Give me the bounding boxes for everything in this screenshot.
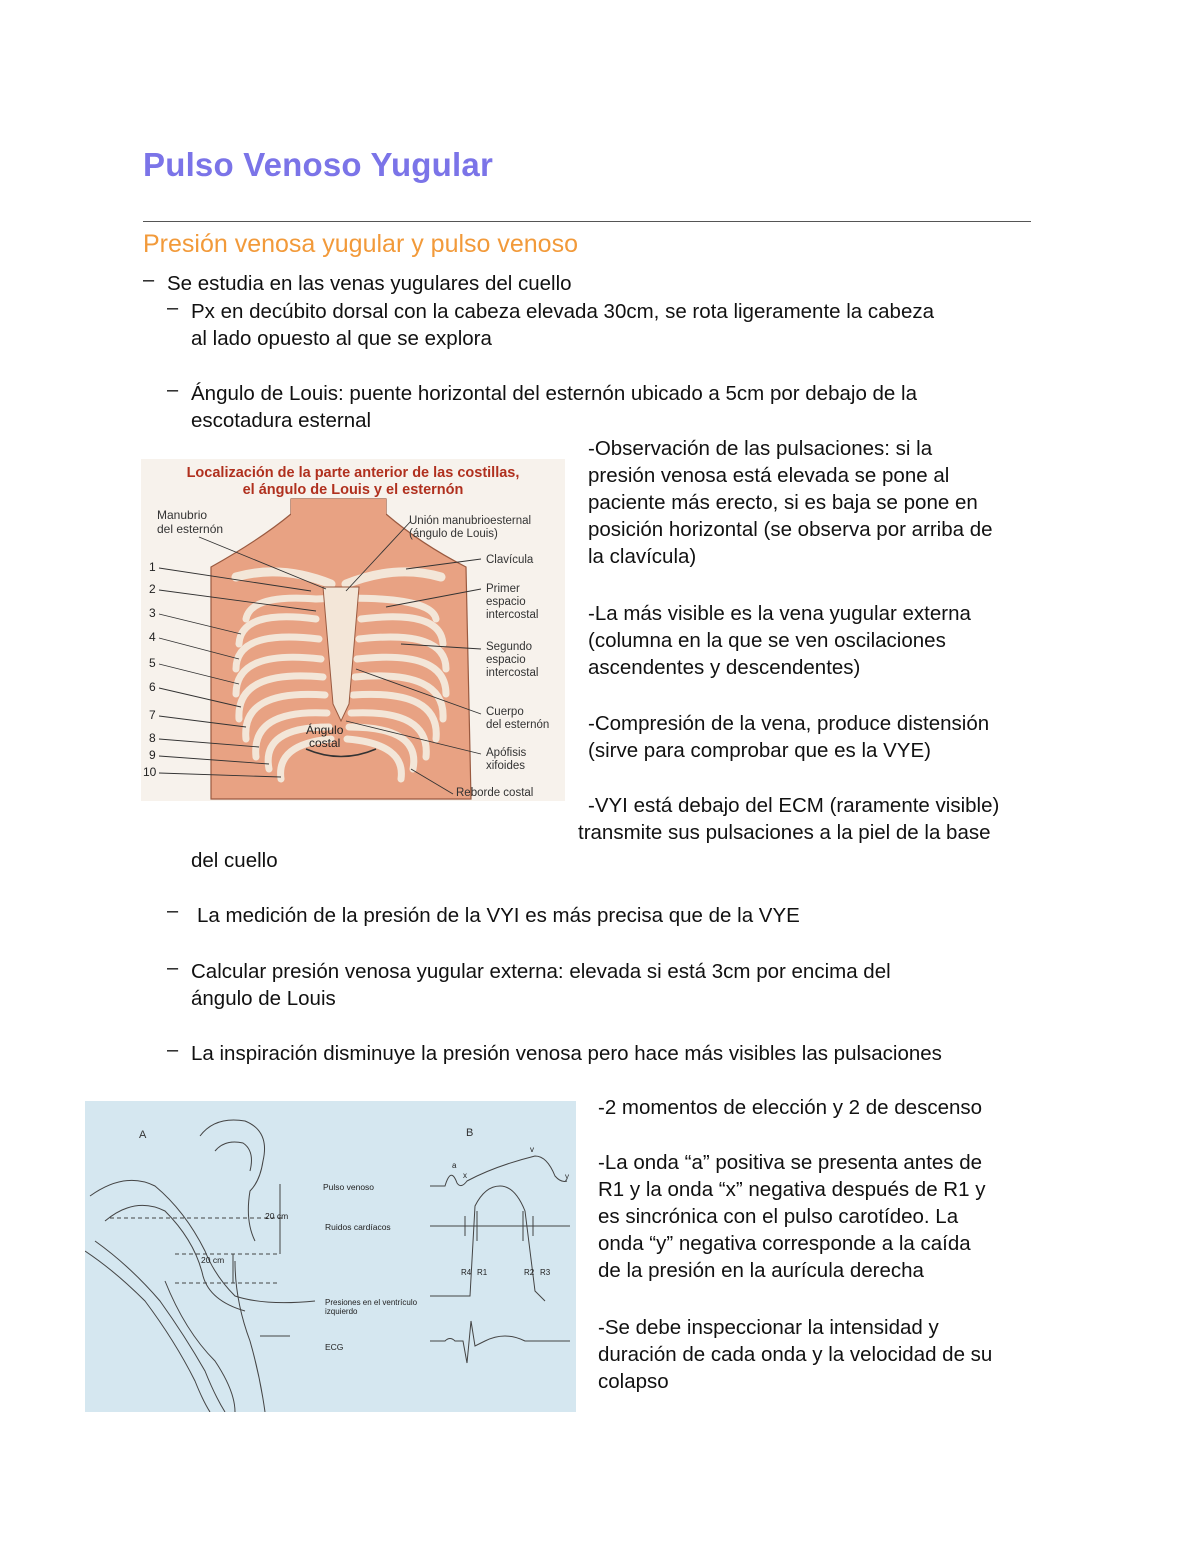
paragraph-vyi: -VYI está debajo del ECM (raramente visible) [588, 794, 1000, 817]
paragraph-vena-externa: -La más visible es la vena yugular externa (columna en la que se ven oscilaciones ascendentes y descendentes) [588, 602, 971, 679]
bullet-text: La inspiración disminuye la presión venosa pero hace más visibles las pulsaciones [191, 1042, 942, 1065]
venous-pulse-diagram [85, 1101, 576, 1412]
sound-label: R2 [524, 1268, 535, 1277]
wave-letter: y [565, 1172, 569, 1181]
wave-letter: a [452, 1161, 457, 1170]
bullet-dash: – [167, 957, 179, 979]
bullet-text: al lado opuesto al que se explora [191, 327, 492, 350]
paragraph-compresion: -Compresión de la vena, produce distensión (sirve para comprobar que es la VYE) [588, 712, 990, 762]
wave-letter: v [530, 1145, 534, 1154]
venous-pulse-figure [85, 1101, 576, 1412]
bullet-text: escotadura esternal [191, 409, 372, 432]
bullet-dash: – [143, 269, 155, 291]
figure-heading: Localización de la parte anterior de las costillas, el ángulo de Louis y el esternón [186, 465, 520, 498]
paragraph-momentos: -2 momentos de elección y 2 de descenso [598, 1096, 983, 1119]
bullet-text: ángulo de Louis [191, 987, 336, 1010]
paragraph-inspeccion: -Se debe inspeccionar la intensidad y duración de cada onda y la velocidad de su colapso [598, 1316, 993, 1393]
bullet-dash: – [167, 297, 179, 319]
label-angulo-costal: Ángulo costal [306, 723, 344, 750]
rib-number: 9 [149, 748, 156, 762]
paragraph-observacion: -Observación de las pulsaciones: si la presión venosa está elevada se pone al paciente más erecto, si es baja se pone en posición horizontal (se observa por arriba de la clavícula) [588, 437, 993, 568]
title-divider [143, 221, 1031, 222]
rib-number: 8 [149, 731, 156, 745]
bullet-text: Calcular presión venosa yugular externa: elevada si está 3cm por encima del [191, 960, 891, 983]
label-union-manubrioesternal: Unión manubrioesternal (ángulo de Louis) [409, 515, 532, 540]
panel-label-b: B [466, 1127, 474, 1139]
section-heading: Presión venosa yugular y pulso venoso [143, 230, 578, 258]
wave-letter: x [463, 1171, 467, 1180]
dimension-label-lower: 20 cm [201, 1255, 225, 1265]
bullet-text: La medición de la presión de la VYI es más precisa que de la VYE [197, 904, 800, 927]
rib-cage-figure [141, 459, 565, 801]
bullet-text: Px en decúbito dorsal con la cabeza elevada 30cm, se rota ligeramente la cabeza [191, 300, 935, 323]
rib-number: 2 [149, 582, 156, 596]
page-title: Pulso Venoso Yugular [143, 146, 493, 183]
sound-label: R4 [461, 1268, 472, 1277]
label-apofisis-xifoides: Apófisis xifoides [486, 747, 527, 772]
label-primer-espacio: Primer espacio intercostal [486, 583, 539, 621]
bullet-dash: – [167, 379, 179, 401]
rib-number: 7 [149, 708, 156, 722]
bullet-dash: – [167, 1039, 179, 1061]
label-manubrio: Manubrio del esternón [157, 508, 224, 536]
label-cuerpo-esternon: Cuerpo del esternón [486, 706, 550, 731]
paragraph-onda-a: -La onda “a” positiva se presenta antes de R1 y la onda “x” negativa después de R1 y es sincrónica con el pulso carotídeo. La onda “y” negativa corresponde a la caída de la presión en la aurícula derecha [598, 1151, 986, 1282]
label-reborde-costal: Reborde costal [456, 787, 534, 799]
rib-number: 10 [143, 765, 157, 779]
label-clavicula: Clavícula [486, 554, 534, 566]
bullet-dash: – [167, 900, 179, 922]
row-label-ecg: ECG [325, 1342, 344, 1352]
dimension-label-upper: 20 cm [265, 1211, 289, 1221]
panel-label-a: A [139, 1129, 147, 1141]
rib-number: 1 [149, 560, 156, 574]
rib-number: 6 [149, 680, 156, 694]
sound-label: R1 [477, 1268, 488, 1277]
bullet-text: Ángulo de Louis: puente horizontal del esternón ubicado a 5cm por debajo de la [191, 382, 917, 405]
rib-number: 5 [149, 656, 156, 670]
paragraph-vyi-line3: del cuello [191, 849, 278, 872]
row-label-presiones: Presiones en el ventrículo izquierdo [325, 1298, 418, 1316]
sound-label: R3 [540, 1268, 551, 1277]
paragraph-vyi-line2: transmite sus pulsaciones a la piel de la base [578, 821, 991, 844]
rib-number: 4 [149, 630, 156, 644]
label-segundo-espacio: Segundo espacio intercostal [486, 641, 539, 679]
bullet-text: Se estudia en las venas yugulares del cuello [167, 272, 572, 295]
row-label-ruidos: Ruidos cardíacos [325, 1222, 391, 1232]
rib-number: 3 [149, 606, 156, 620]
row-label-pulso-venoso: Pulso venoso [323, 1182, 375, 1192]
